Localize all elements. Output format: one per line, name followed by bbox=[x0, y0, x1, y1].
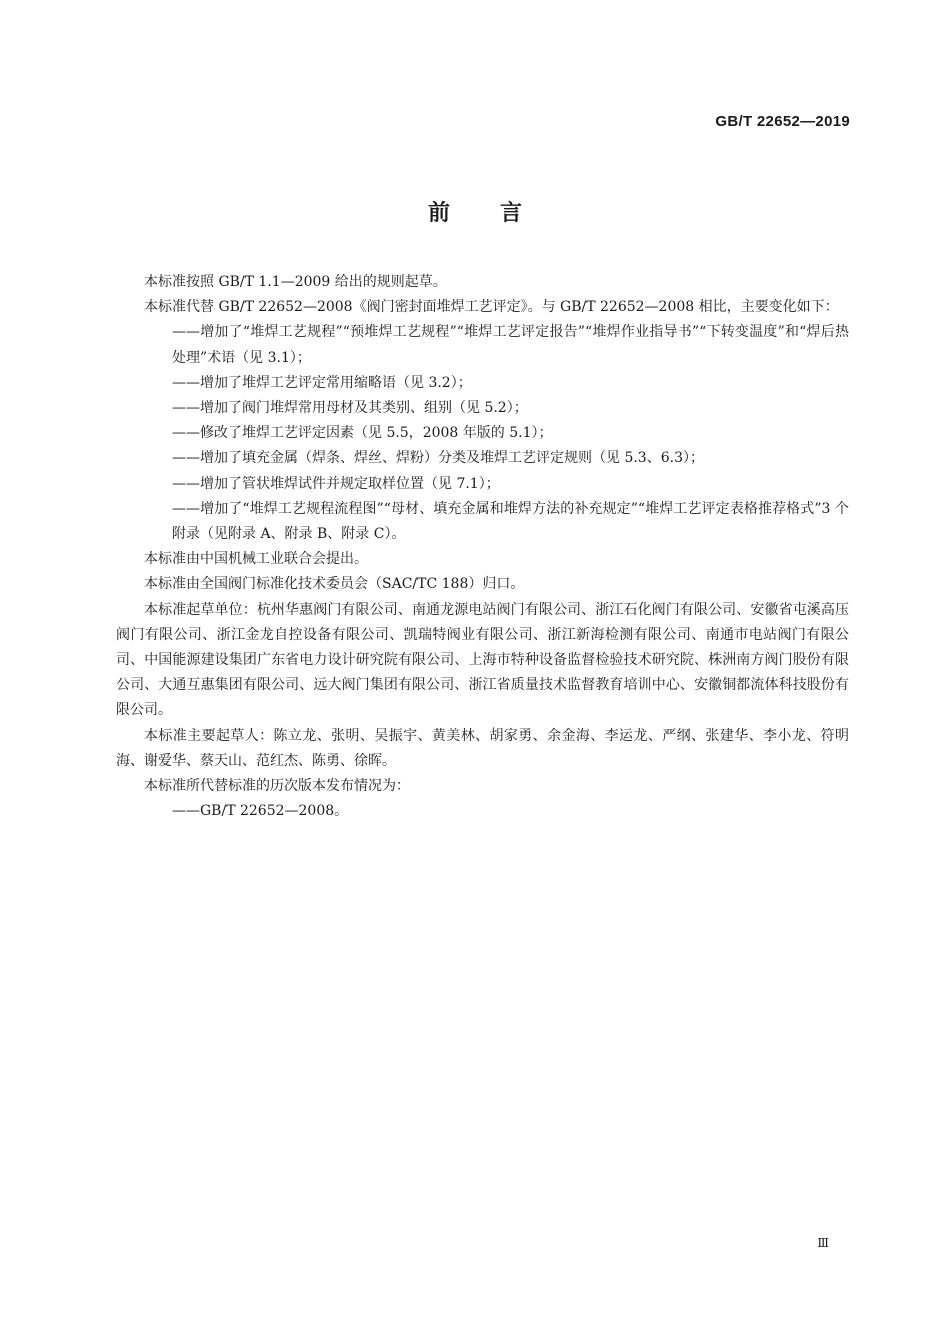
change-item-text: ——增加了“堆焊工艺规程”“预堆焊工艺规程”“堆焊工艺评定报告”“堆焊作业指导书”“下转变温度”和“焊后热处理”术语（见 3.1）； bbox=[172, 324, 849, 366]
history-item-text: ——GB/T 22652—2008。 bbox=[172, 803, 349, 820]
change-item bbox=[116, 421, 849, 446]
change-item-text: ——增加了填充金属（焊条、焊丝、焊粉）分类及堆焊工艺评定规则（见 5.3、6.3）； bbox=[172, 450, 704, 467]
change-item bbox=[116, 472, 849, 497]
change-item bbox=[116, 320, 849, 370]
page-title: 前言 bbox=[427, 200, 572, 226]
page-number: Ⅲ bbox=[817, 1236, 830, 1250]
paragraph-replacement: 本标准代替 GB/T 22652—2008《阀门密封面堆焊工艺评定》。与 GB/T 22652—2008 相比，主要变化如下： bbox=[144, 299, 839, 316]
paragraph-committee: 本标准由全国阀门标准化技术委员会（SAC/TC 188）归口。 bbox=[144, 576, 525, 593]
change-item-text: ——增加了管状堆焊试件并规定取样位置（见 7.1）； bbox=[172, 475, 500, 492]
paragraph-drafting-rule: 本标准按照 GB/T 1.1—2009 给出的规则起草。 bbox=[144, 274, 447, 290]
change-item-text: ——增加了“堆焊工艺规程流程图”“母材、填充金属和堆焊方法的补充规定”“堆焊工艺评定表格推荐格式”3 个附录（见附录 A、附录 B、附录 C）。 bbox=[172, 500, 849, 543]
standard-number: GB/T 22652—2019 bbox=[715, 113, 850, 130]
change-item bbox=[116, 396, 849, 421]
change-item bbox=[116, 497, 849, 547]
paragraph-drafters: 本标准主要起草人：陈立龙、张明、吴振宇、黄美林、胡家勇、余金海、李运龙、严纲、张建华、李小龙、符明海、谢爱华、蔡天山、范红杰、陈勇、徐晖。 bbox=[116, 727, 849, 769]
change-item bbox=[116, 371, 849, 396]
paragraph-proposer: 本标准由中国机械工业联合会提出。 bbox=[144, 551, 368, 568]
change-item bbox=[116, 446, 849, 471]
foreword-body bbox=[116, 270, 849, 824]
history-item bbox=[116, 799, 849, 824]
change-item-text: ——修改了堆焊工艺评定因素（见 5.5，2008 年版的 5.1）； bbox=[172, 425, 553, 442]
change-item-text: ——增加了阀门堆焊常用母材及其类别、组别（见 5.2）； bbox=[172, 400, 528, 417]
paragraph-drafting-units: 本标准起草单位：杭州华惠阀门有限公司、南通龙源电站阀门有限公司、浙江石化阀门有限公司、安徽省屯溪高压阀门有限公司、浙江金龙自控设备有限公司、凯瑞特阀业有限公司、浙江新海检测有限公司、南通市电站阀门有限公司、中国能源建设集团广东省电力设计研究院有限公司、上海市特种设备监督检验技术研究院、株洲南方阀门股份有限公司、大通互惠集团有限公司、远大阀门集团有限公司、浙江省质量技术监督教育培训中心、安徽铜都流体科技股份有限公司。 bbox=[116, 601, 849, 719]
paragraph-history-intro: 本标准所代替标准的历次版本发布情况为： bbox=[144, 778, 410, 795]
change-item-text: ——增加了堆焊工艺评定常用缩略语（见 3.2）； bbox=[172, 374, 472, 391]
